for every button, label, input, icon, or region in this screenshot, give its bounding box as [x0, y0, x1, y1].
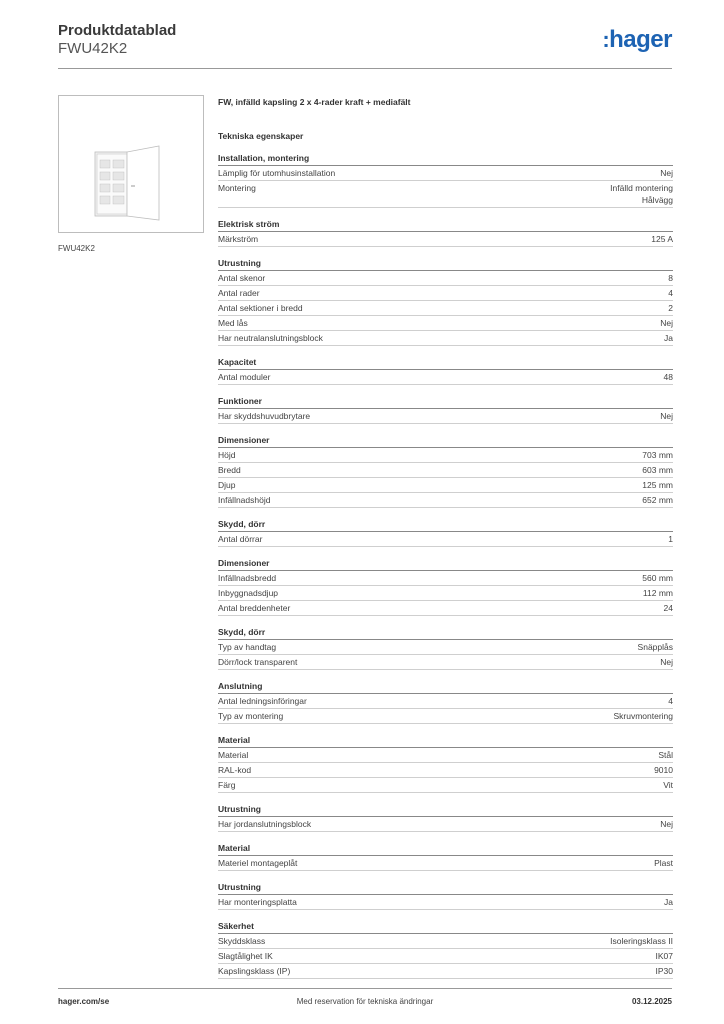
spec-value: Ja — [664, 897, 673, 907]
spec-value: Snäpplås — [637, 642, 673, 652]
spec-row — [218, 166, 673, 181]
spec-label: Har jordanslutningsblock — [218, 819, 312, 829]
footer-disclaimer: Med reservation för tekniska ändringar — [296, 997, 434, 1006]
section-title: Säkerhet — [218, 920, 673, 934]
spec-value: Skruvmontering — [613, 711, 673, 721]
spec-value: Nej — [660, 318, 673, 328]
footer-date: 03.12.2025 — [631, 997, 672, 1006]
spec-label: Antal breddenheter — [218, 603, 291, 613]
spec-value: 112 mm — [642, 588, 673, 598]
section-title: Utrustning — [218, 257, 673, 271]
spec-label: Djup — [218, 480, 236, 490]
spec-label: Skyddsklass — [218, 936, 266, 946]
footer-website[interactable]: hager.com/se — [58, 997, 110, 1006]
spec-row — [218, 232, 673, 247]
spec-row — [218, 778, 673, 793]
section-title: Dimensioner — [218, 557, 673, 571]
spec-label: Infällnadshöjd — [218, 495, 271, 505]
section-title: Skydd, dörr — [218, 626, 673, 640]
image-caption: FWU42K2 — [58, 244, 95, 253]
spec-row — [218, 748, 673, 763]
spec-row — [218, 856, 673, 871]
spec-value: 125 mm — [642, 480, 673, 490]
spec-section — [218, 626, 673, 670]
spec-label: Har skyddshuvudbrytare — [218, 411, 311, 421]
spec-value: Nej — [660, 657, 673, 667]
spec-value: 4 — [668, 288, 673, 298]
spec-section — [218, 881, 673, 910]
section-title: Dimensioner — [218, 434, 673, 448]
hager-logo: :hager — [602, 26, 672, 53]
spec-row — [218, 655, 673, 670]
spec-value: Ja — [664, 333, 673, 343]
spec-value: Vit — [663, 780, 673, 790]
spec-value: Nej — [660, 819, 673, 829]
spec-row — [218, 532, 673, 547]
cabinet-image — [59, 96, 203, 232]
spec-section — [218, 395, 673, 424]
spec-label: Har neutralanslutningsblock — [218, 333, 323, 343]
section-title: Kapacitet — [218, 356, 673, 370]
spec-label: Materiel montageplåt — [218, 858, 298, 868]
spec-label: Kapslingsklass (IP) — [218, 966, 291, 976]
section-title: Utrustning — [218, 881, 673, 895]
section-title: Funktioner — [218, 395, 673, 409]
spec-value: 24 — [663, 603, 673, 613]
footer-divider — [58, 988, 672, 989]
spec-label: Antal sektioner i bredd — [218, 303, 303, 313]
spec-label: Material — [218, 750, 249, 760]
spec-label: Har monteringsplatta — [218, 897, 297, 907]
spec-label: Antal skenor — [218, 273, 266, 283]
spec-label: Dörr/lock transparent — [218, 657, 298, 667]
spec-section — [218, 734, 673, 793]
spec-value: Infälld montering Hålvägg — [610, 183, 673, 205]
spec-section — [218, 680, 673, 724]
spec-row — [218, 763, 673, 778]
spec-value: Stål — [658, 750, 673, 760]
spec-label: Höjd — [218, 450, 236, 460]
spec-value: 4 — [668, 696, 673, 706]
spec-label: Typ av montering — [218, 711, 284, 721]
spec-label: Slagtålighet IK — [218, 951, 273, 961]
spec-value: 703 mm — [642, 450, 673, 460]
spec-row — [218, 448, 673, 463]
header-divider — [58, 68, 672, 69]
product-name: FW, infälld kapsling 2 x 4-rader kraft + mediafält — [218, 97, 411, 107]
spec-row — [218, 271, 673, 286]
spec-row — [218, 331, 673, 346]
spec-row — [218, 571, 673, 586]
spec-label: Inbyggnadsdjup — [218, 588, 279, 598]
spec-value: Plast — [654, 858, 673, 868]
spec-value: 125 A — [651, 234, 673, 244]
tech-heading: Tekniska egenskaper — [218, 131, 304, 141]
spec-label: Infällnadsbredd — [218, 573, 277, 583]
spec-label: RAL-kod — [218, 765, 252, 775]
spec-row — [218, 370, 673, 385]
spec-section — [218, 257, 673, 346]
spec-value: 9010 — [654, 765, 673, 775]
spec-row — [218, 409, 673, 424]
spec-label: Antal ledningsinföringar — [218, 696, 307, 706]
spec-section — [218, 842, 673, 871]
spec-value: 8 — [668, 273, 673, 283]
section-title: Anslutning — [218, 680, 673, 694]
spec-row — [218, 964, 673, 979]
page-title: Produktdatablad — [58, 22, 177, 39]
spec-row — [218, 316, 673, 331]
section-title: Elektrisk ström — [218, 218, 673, 232]
page-header — [58, 22, 672, 68]
spec-row — [218, 493, 673, 508]
spec-row — [218, 709, 673, 724]
spec-row — [218, 181, 673, 208]
spec-row — [218, 601, 673, 616]
spec-label: Lämplig för utomhusinstallation — [218, 168, 336, 178]
spec-label: Färg — [218, 780, 236, 790]
section-title: Material — [218, 842, 673, 856]
spec-value: Nej — [660, 168, 673, 178]
spec-section — [218, 152, 673, 208]
spec-value: Nej — [660, 411, 673, 421]
spec-sections — [218, 152, 673, 979]
spec-section — [218, 434, 673, 508]
spec-row — [218, 694, 673, 709]
spec-row — [218, 286, 673, 301]
spec-section — [218, 356, 673, 385]
spec-section — [218, 518, 673, 547]
spec-row — [218, 640, 673, 655]
spec-section — [218, 218, 673, 247]
spec-label: Montering — [218, 183, 256, 193]
spec-content — [218, 96, 673, 989]
spec-row — [218, 934, 673, 949]
section-title: Installation, montering — [218, 152, 673, 166]
spec-value: IK07 — [655, 951, 673, 961]
spec-label: Antal moduler — [218, 372, 271, 382]
spec-row — [218, 895, 673, 910]
section-title: Material — [218, 734, 673, 748]
spec-value: Isoleringsklass II — [610, 936, 673, 946]
spec-value: 1 — [668, 534, 673, 544]
page-subtitle: FWU42K2 — [58, 40, 128, 57]
spec-section — [218, 920, 673, 979]
spec-label: Med lås — [218, 318, 248, 328]
spec-label: Bredd — [218, 465, 241, 475]
spec-value: 652 mm — [642, 495, 673, 505]
spec-row — [218, 301, 673, 316]
spec-value: 2 — [668, 303, 673, 313]
spec-label: Typ av handtag — [218, 642, 277, 652]
spec-row — [218, 949, 673, 964]
spec-value: IP30 — [655, 966, 673, 976]
spec-row — [218, 478, 673, 493]
spec-label: Märkström — [218, 234, 259, 244]
product-image — [58, 95, 204, 233]
spec-value: 603 mm — [642, 465, 673, 475]
spec-label: Antal dörrar — [218, 534, 263, 544]
spec-section — [218, 803, 673, 832]
spec-value: 560 mm — [642, 573, 673, 583]
spec-label: Antal rader — [218, 288, 260, 298]
section-title: Skydd, dörr — [218, 518, 673, 532]
spec-row — [218, 817, 673, 832]
spec-section — [218, 557, 673, 616]
spec-row — [218, 463, 673, 478]
spec-row — [218, 586, 673, 601]
spec-value: 48 — [663, 372, 673, 382]
section-title: Utrustning — [218, 803, 673, 817]
